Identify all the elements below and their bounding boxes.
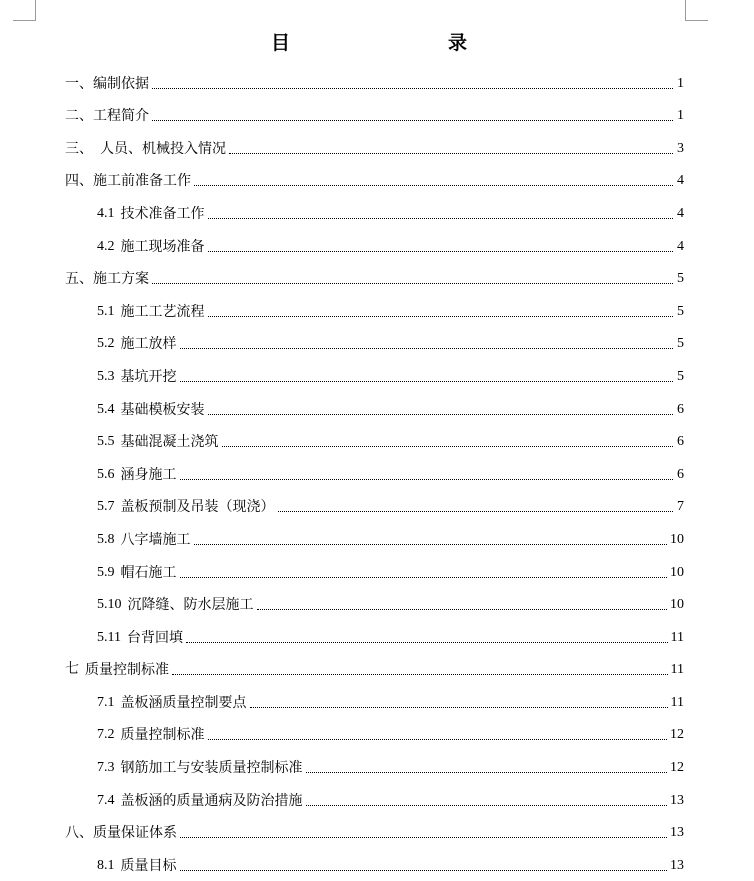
toc-entry-page-number: 4 <box>677 173 684 189</box>
toc-entry-label: 盖板预制及吊装（现浇） <box>120 499 275 516</box>
toc-entry-page-number: 6 <box>677 466 684 482</box>
toc-dot-leader <box>180 479 674 480</box>
toc-entry[interactable] <box>65 196 684 229</box>
toc-entry-number: 7.4 <box>97 792 115 808</box>
toc-entry-page-number: 10 <box>670 564 684 580</box>
toc-entry-page-number: 5 <box>677 271 684 287</box>
toc-entry-number: 5.11 <box>97 629 121 645</box>
toc-entry-label: 帽石施工 <box>120 564 177 581</box>
toc-dot-leader <box>257 609 668 610</box>
toc-dot-leader <box>250 707 668 708</box>
toc-entry[interactable] <box>65 359 684 392</box>
toc-entry-number: 5.4 <box>97 401 115 417</box>
toc-entry-label: 四、施工前准备工作 <box>65 173 191 190</box>
toc-entry[interactable] <box>65 66 684 99</box>
toc-entry-page-number: 4 <box>677 238 684 254</box>
toc-entry-page-number: 5 <box>677 303 684 319</box>
toc-entry-label: 二、工程简介 <box>65 108 149 125</box>
toc-entry-label: 基坑开挖 <box>120 368 177 385</box>
toc-entry[interactable] <box>65 425 684 458</box>
toc-entry-label: 涵身施工 <box>120 466 177 483</box>
toc-entry-number: 5.9 <box>97 564 115 580</box>
toc-entry-page-number: 10 <box>670 597 684 613</box>
toc-entry[interactable] <box>65 816 684 849</box>
toc-entry[interactable] <box>65 653 684 686</box>
toc-entry[interactable] <box>65 718 684 751</box>
toc-entry-number: 7.3 <box>97 760 115 776</box>
toc-entry-page-number: 6 <box>677 434 684 450</box>
toc-entry-page-number: 1 <box>677 108 684 124</box>
toc-entry-label: 施工现场准备 <box>120 238 205 255</box>
toc-dot-leader <box>172 674 668 675</box>
toc-entry-number: 5.6 <box>97 466 115 482</box>
toc-entry-label: 基础混凝土浇筑 <box>120 434 219 451</box>
toc-entry-label: 施工工艺流程 <box>120 303 205 320</box>
toc-entry[interactable] <box>65 555 684 588</box>
toc-dot-leader <box>229 153 673 154</box>
toc-entry-label: 质量控制标准 <box>120 727 205 744</box>
toc-entry-number: 5.3 <box>97 368 115 384</box>
toc-entry-page-number: 13 <box>670 857 684 873</box>
toc-dot-leader <box>180 837 667 838</box>
toc-entry-page-number: 1 <box>677 75 684 91</box>
toc-entry[interactable] <box>65 685 684 718</box>
toc-entry-label: 盖板涵质量控制要点 <box>120 694 247 711</box>
toc-entry[interactable] <box>65 164 684 197</box>
toc-entry-number: 5.7 <box>97 499 115 515</box>
toc-entry-number: 8.1 <box>97 857 115 873</box>
toc-entry-label: 质量目标 <box>120 857 177 874</box>
toc-entry-number: 4.2 <box>97 238 115 254</box>
toc-entry-label: 施工放样 <box>120 336 177 353</box>
toc-entry-page-number: 12 <box>670 727 684 743</box>
toc-entry-label: 五、施工方案 <box>65 271 149 288</box>
toc-dot-leader <box>180 577 668 578</box>
toc-dot-leader <box>306 805 668 806</box>
toc-dot-leader <box>180 348 674 349</box>
toc-entry[interactable] <box>65 750 684 783</box>
toc-entry[interactable] <box>65 99 684 132</box>
toc-entry-label: 八、质量保证体系 <box>65 825 177 842</box>
toc-entry-label: 沉降缝、防水层施工 <box>127 597 254 614</box>
toc-entry[interactable] <box>65 131 684 164</box>
toc-entry[interactable] <box>65 327 684 360</box>
toc-dot-leader <box>152 283 673 284</box>
toc-dot-leader <box>186 642 668 643</box>
toc-entry[interactable] <box>65 490 684 523</box>
toc-entry-number: 5.5 <box>97 434 115 450</box>
toc-entry[interactable] <box>65 783 684 816</box>
toc-entry[interactable] <box>65 294 684 327</box>
toc-dot-leader <box>222 446 674 447</box>
toc-entry[interactable] <box>65 588 684 621</box>
toc-entry[interactable] <box>65 620 684 653</box>
toc-entry[interactable] <box>65 262 684 295</box>
toc-entry-number: 5.10 <box>97 597 122 613</box>
page-corner-mark-top-right <box>685 0 708 21</box>
toc-dot-leader <box>152 120 673 121</box>
toc-entry-number: 5.2 <box>97 336 115 352</box>
toc-entry-number: 4.1 <box>97 205 115 221</box>
toc-entry-page-number: 5 <box>677 368 684 384</box>
toc-entry-page-number: 13 <box>670 792 684 808</box>
toc-entry-page-number: 11 <box>670 629 684 645</box>
toc-entry-label: 八字墙施工 <box>120 531 191 548</box>
toc-dot-leader <box>194 544 668 545</box>
toc-entry[interactable] <box>65 848 684 881</box>
toc-entry-page-number: 11 <box>670 662 684 678</box>
toc-entry-label: 基础模板安装 <box>120 401 205 418</box>
toc-dot-leader <box>208 218 674 219</box>
toc-entry-page-number: 5 <box>677 336 684 352</box>
toc-entry-page-number: 6 <box>677 401 684 417</box>
toc-entry-number: 七 <box>65 662 79 678</box>
toc-entry-page-number: 3 <box>677 140 684 156</box>
toc-entry-number: 5.8 <box>97 531 115 547</box>
toc-dot-leader <box>180 381 674 382</box>
toc-entry-label: 技术准备工作 <box>120 205 205 222</box>
toc-dot-leader <box>208 251 674 252</box>
toc-entry[interactable] <box>65 522 684 555</box>
toc-entry-label: 钢筋加工与安装质量控制标准 <box>120 760 303 777</box>
toc-entry-page-number: 11 <box>670 694 684 710</box>
toc-title: 目 录 <box>270 32 507 54</box>
toc-dot-leader <box>194 185 673 186</box>
toc-entry-page-number: 7 <box>677 499 684 515</box>
toc-entry-label: 质量控制标准 <box>85 662 169 679</box>
toc-entry-page-number: 12 <box>670 760 684 776</box>
toc-list <box>65 66 684 881</box>
toc-entry[interactable] <box>65 229 684 262</box>
toc-dot-leader <box>278 511 674 512</box>
toc-entry-page-number: 10 <box>670 531 684 547</box>
toc-dot-leader <box>208 414 674 415</box>
toc-entry-label: 三、 人员、机械投入情况 <box>65 140 226 157</box>
page-corner-mark-top-left <box>13 0 36 21</box>
toc-dot-leader <box>208 739 668 740</box>
toc-entry-label: 盖板涵的质量通病及防治措施 <box>120 792 303 809</box>
toc-dot-leader <box>208 316 674 317</box>
toc-entry-number: 7.2 <box>97 727 115 743</box>
toc-entry-page-number: 4 <box>677 205 684 221</box>
toc-entry-label: 台背回填 <box>126 629 183 646</box>
toc-entry[interactable] <box>65 392 684 425</box>
toc-entry-number: 5.1 <box>97 303 115 319</box>
toc-entry-page-number: 13 <box>670 825 684 841</box>
toc-entry[interactable] <box>65 457 684 490</box>
toc-entry-number: 7.1 <box>97 694 115 710</box>
toc-dot-leader <box>306 772 668 773</box>
toc-entry-label: 一、编制依据 <box>65 75 149 92</box>
toc-dot-leader <box>152 88 673 89</box>
